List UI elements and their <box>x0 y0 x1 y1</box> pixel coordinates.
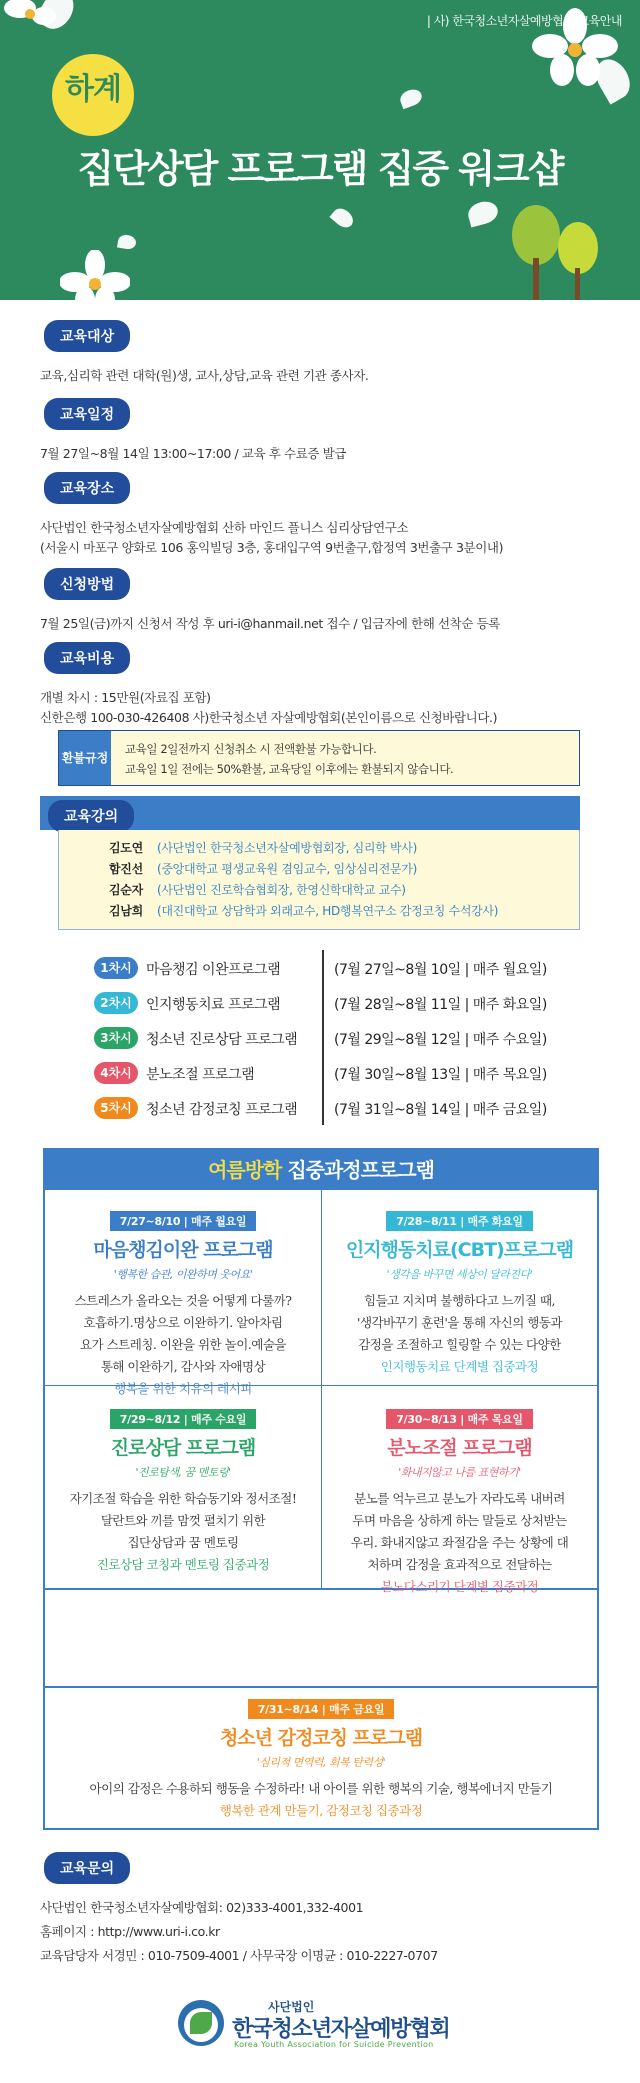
card-line: 아이의 감정은 수용하되 행동을 수정하라! 내 아이를 위한 행복의 기술, 행복에너지 만들기 <box>89 1781 553 1796</box>
section-fee <box>40 642 600 728</box>
card-highlight: 인지행동치료 단계별 집중과정 <box>380 1359 539 1374</box>
section-tag: 교육대상 <box>44 320 130 352</box>
session-badge: 4차시 <box>94 1062 138 1084</box>
lecturer-item <box>109 859 579 880</box>
card-highlight: 행복을 위한 치유의 레시피 <box>114 1381 252 1396</box>
lecturer-desc: (대진대학교 상담학과 외래교수, HD행복연구소 감정코칭 수석강사) <box>157 904 499 918</box>
lecturer-desc: (사단법인 진로학습협회장, 한영신학대학교 교수) <box>157 883 406 897</box>
program-card-mindfulness <box>45 1210 321 1400</box>
contact-homepage-link[interactable]: 홈페이지 : http://www.uri-i.co.kr <box>40 1924 220 1939</box>
section-tag: 교육문의 <box>44 1852 130 1884</box>
card-title: 인지행동치료(CBT)프로그램 <box>345 1239 574 1261</box>
session-name: 마음챙김 이완프로그램 <box>146 962 281 978</box>
lecturer-desc: (중앙대학교 평생교육원 겸임교수, 임상심리전문가) <box>157 862 417 876</box>
section-apply <box>40 568 600 634</box>
card-date-badge: 7/28~8/11 | 매주 화요일 <box>386 1211 532 1231</box>
card-date-badge: 7/27~8/10 | 매주 월요일 <box>110 1211 256 1231</box>
schedule-text: 7월 27일~8월 14일 13:00~17:00 / 교육 후 수료증 발급 <box>40 446 347 461</box>
session-name: 분노조절 프로그램 <box>146 1067 255 1083</box>
lecturer-item <box>109 880 579 901</box>
apply-text: 7월 25일(금)까지 신청서 작성 후 uri-i@hanmail.net 접수 / 입금자에 한해 선착순 등록 <box>40 616 500 631</box>
tree-icon <box>512 205 560 265</box>
card-line: '생각바꾸기 훈련'을 통해 자신의 행동과 <box>357 1315 562 1330</box>
card-subtitle: '행복한 습관, 이완하며 웃어요' <box>113 1268 253 1281</box>
refund-label: 환불규정 <box>59 731 111 785</box>
card-line: 처하며 감정을 효과적으로 전달하는 <box>367 1557 552 1572</box>
card-line: 집단상담과 꿈 멘토링 <box>127 1535 239 1550</box>
section-contact <box>40 1852 600 1968</box>
program-card-career <box>45 1408 321 1576</box>
program-heading-highlight: 여름방학 <box>208 1158 282 1182</box>
location-line1: 사단법인 한국청소년자살예방협회 산하 마인드 플니스 심리상담연구소 <box>40 520 409 535</box>
logo-name: 한국청소년자살예방협회 <box>232 2017 450 2042</box>
program-heading <box>45 1150 597 1190</box>
section-location <box>40 472 600 558</box>
lecturer-name: 김도연 <box>109 841 143 855</box>
card-subtitle: '생각을 바꾸면 세상이 달라진다' <box>386 1268 533 1281</box>
emblem-icon <box>178 2000 224 2046</box>
petal-decoration <box>329 205 356 231</box>
section-tag: 교육일정 <box>44 398 130 430</box>
card-body <box>43 1778 599 1822</box>
session-row <box>94 950 594 985</box>
page-title: 집단상담 프로그램 집중 워크샵 <box>77 147 563 191</box>
card-body <box>45 1488 321 1576</box>
lecturer-name: 함진선 <box>109 862 143 876</box>
program-card-anger <box>322 1408 597 1598</box>
card-highlight: 분노다스리기 단계별 집중과정 <box>380 1579 539 1594</box>
lecturer-name: 김순자 <box>109 883 143 897</box>
card-body <box>45 1290 321 1400</box>
card-title: 분노조절 프로그램 <box>387 1437 532 1459</box>
session-badge: 2차시 <box>94 992 138 1014</box>
section-tag: 교육강의 <box>48 800 134 832</box>
card-line: 분노를 억누르고 분노가 자라도록 내버려 <box>354 1491 565 1506</box>
tree-trunk <box>533 258 539 300</box>
program-card-emotion <box>43 1698 599 1822</box>
card-title: 마음챙김이완 프로그램 <box>93 1239 273 1261</box>
lecturer-desc: (사단법인 한국청소년자살예방협회장, 심리학 박사) <box>157 841 417 855</box>
session-badge: 5차시 <box>94 1097 138 1119</box>
card-line: 요가 스트레칭. 이완을 위한 놀이.예술을 <box>79 1337 287 1352</box>
section-tag: 교육비용 <box>44 642 130 674</box>
refund-line2: 교육일 1일 전에는 50%환불, 교육당일 이후에는 환불되지 않습니다. <box>125 762 454 776</box>
card-body <box>322 1290 597 1378</box>
card-date-badge: 7/29~8/12 | 매주 수요일 <box>110 1409 256 1429</box>
lecturer-name: 김남희 <box>109 904 143 918</box>
target-text: 교육,심리학 관련 대학(원)생, 교사,상담,교육 관련 기관 종사자. <box>40 368 369 383</box>
section-schedule <box>40 398 600 464</box>
petal-decoration <box>117 234 137 251</box>
lecturer-list <box>58 830 580 930</box>
session-date: (7월 30일~8월 13일 | 매주 목요일) <box>334 1067 547 1083</box>
card-highlight: 행복한 관계 만들기, 감정코칭 집중과정 <box>219 1803 423 1818</box>
location-line2: (서울시 마포구 양화로 106 홍익빌딩 3층, 홍대입구역 9번출구,합정역 3번출구 3분이내) <box>40 540 504 555</box>
card-line: 자기조절 학습을 위한 학습동기와 정서조절! <box>69 1491 297 1506</box>
leaf-icon <box>190 2012 212 2034</box>
section-target <box>40 320 600 386</box>
program-card-cbt <box>322 1210 597 1378</box>
card-line: 우리. 화내지않고 좌절감을 주는 상황에 대 <box>350 1535 569 1550</box>
card-date-badge: 7/30~8/13 | 매주 목요일 <box>386 1409 532 1429</box>
contact-details <box>40 1896 600 1968</box>
card-title: 진로상담 프로그램 <box>110 1437 256 1459</box>
card-title: 청소년 감정코칭 프로그램 <box>219 1727 423 1749</box>
session-date: (7월 31일~8월 14일 | 매주 금요일) <box>334 1102 547 1118</box>
card-body <box>322 1488 597 1598</box>
logo-english: Korea Youth Association for Suicide Prevention <box>234 2040 434 2049</box>
program-heading-rest: 집중과정프로그램 <box>281 1158 434 1182</box>
org-notice: | 사) 한국청소년자살예방협회 교육안내 <box>426 14 622 28</box>
session-name: 청소년 감정코칭 프로그램 <box>146 1102 298 1118</box>
contact-staff: 교육담당자 서경민 : 010-7509-4001 / 사무국장 이명균 : 010-2227-0707 <box>40 1948 438 1963</box>
petal-decoration <box>398 87 424 110</box>
session-badge: 1차시 <box>94 957 138 979</box>
card-line: 감정을 조절하고 힐링할 수 있는 다양한 <box>358 1337 561 1352</box>
contact-phone: 사단법인 한국청소년자살예방협회: 02)333-4001,332-4001 <box>40 1900 364 1915</box>
org-logo <box>178 1998 478 2058</box>
session-badge: 3차시 <box>94 1027 138 1049</box>
session-row <box>94 985 594 1020</box>
section-tag: 교육장소 <box>44 472 130 504</box>
session-schedule <box>94 950 594 1125</box>
fee-line2: 신한은행 100-030-426408 사)한국청소년 자살예방협회(본인이름으로 신청바랍니다.) <box>40 710 498 725</box>
flower-icon <box>60 250 130 300</box>
session-name: 청소년 진로상담 프로그램 <box>146 1032 298 1048</box>
card-line: 호흡하기.명상으로 이완하기. 알아차림 <box>83 1315 283 1330</box>
refund-policy-box <box>58 730 580 786</box>
card-line: 두며 마음을 상하게 하는 말들로 상처받는 <box>352 1513 567 1528</box>
card-line: 스트레스가 올라오는 것을 어떻게 다룰까? <box>74 1293 292 1308</box>
session-row <box>94 1055 594 1090</box>
lecturer-item <box>109 838 579 859</box>
lecturer-header <box>40 796 580 830</box>
season-label: 하계 <box>65 72 121 107</box>
flower-icon <box>0 0 60 40</box>
lecturer-item <box>109 901 579 922</box>
logo-small: 사단법인 <box>268 2000 315 2014</box>
refund-line1: 교육일 2일전까지 신청취소 시 전액환불 가능합니다. <box>125 742 377 756</box>
tree-icon <box>558 222 598 274</box>
session-row <box>94 1090 594 1125</box>
card-subtitle: '화내지않고 나를 표현하기' <box>398 1466 521 1479</box>
session-name: 인지행동치료 프로그램 <box>146 997 281 1013</box>
header-banner <box>0 0 640 300</box>
session-date: (7월 28일~8월 11일 | 매주 화요일) <box>334 997 547 1013</box>
session-row <box>94 1020 594 1055</box>
card-line: 달란트와 끼를 맘껏 펼치기 위한 <box>100 1513 266 1528</box>
card-line: 통해 이완하기, 감사와 자애명상 <box>100 1359 266 1374</box>
session-date: (7월 29일~8월 12일 | 매주 수요일) <box>334 1032 547 1048</box>
card-subtitle: '심리적 면역력, 회복 탄력성' <box>256 1756 386 1769</box>
session-date: (7월 27일~8월 10일 | 매주 월요일) <box>334 962 547 978</box>
petal-decoration <box>466 198 501 227</box>
section-tag: 신청방법 <box>44 568 130 600</box>
card-highlight: 진로상담 코칭과 멘토링 집중과정 <box>96 1557 270 1572</box>
card-date-badge: 7/31~8/14 | 매주 금요일 <box>248 1699 394 1719</box>
program-box <box>43 1148 599 1688</box>
fee-line1: 개별 차시 : 15만원(자료집 포함) <box>40 690 211 705</box>
card-subtitle: '진로탐색, 꿈 멘토링' <box>135 1466 231 1479</box>
card-line: 힘들고 지치며 불행하다고 느끼질 때, <box>364 1293 555 1308</box>
tree-trunk <box>575 268 580 300</box>
